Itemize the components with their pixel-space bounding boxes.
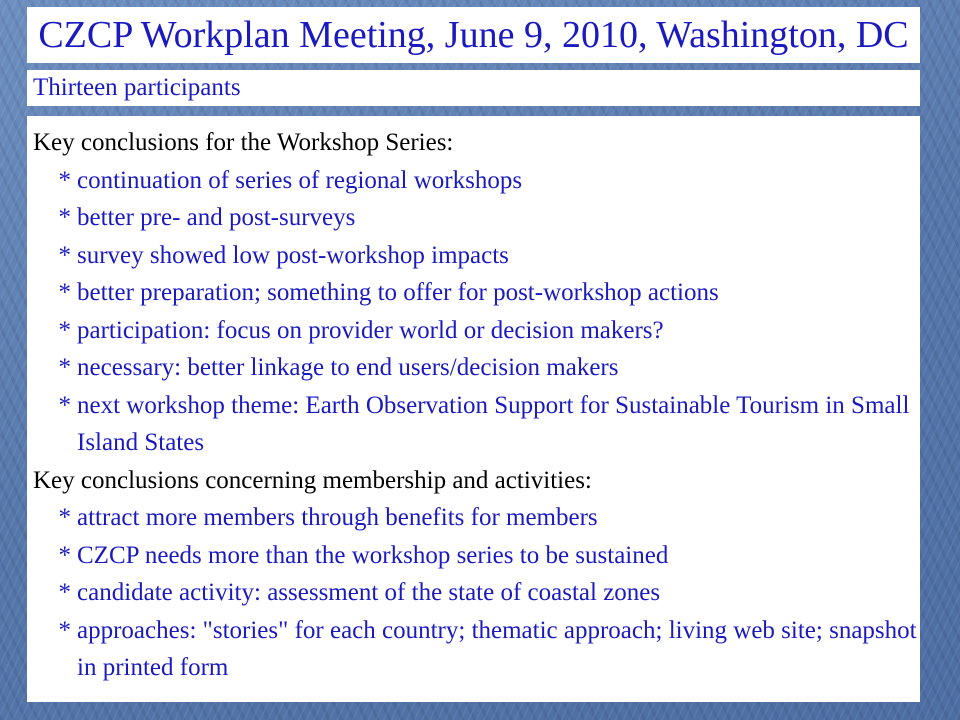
bullet-marker: *: [58, 504, 71, 531]
content-box: [27, 116, 920, 702]
bullet-item: [33, 387, 920, 462]
bullet-item: [33, 162, 920, 200]
bullet-item: [33, 349, 920, 387]
bullet-item: [33, 237, 920, 275]
title-box: [27, 7, 920, 63]
bullet-marker: *: [58, 166, 71, 194]
bullet-item: [33, 312, 920, 350]
bullet-marker: *: [58, 279, 71, 306]
section-heading: Key conclusions concerning membership and activities:: [33, 466, 592, 494]
bullet-marker: *: [58, 579, 71, 606]
bullet-marker: *: [58, 541, 71, 569]
bullet-marker: *: [58, 241, 71, 269]
bullet-text: candidate activity: assessment of the state of coastal zones: [77, 579, 661, 606]
bullet-item: [33, 274, 920, 312]
bullet-item: [33, 199, 920, 237]
bullet-item: [33, 574, 920, 612]
bullet-text: better pre- and post-surveys: [77, 204, 356, 231]
bullet-item: [33, 612, 920, 687]
bullet-marker: *: [58, 391, 71, 419]
bullet-item: [33, 537, 920, 575]
bullet-text: better preparation; something to offer for post-workshop actions: [77, 279, 719, 306]
bullet-text: CZCP needs more than the workshop series to be sustained: [77, 541, 669, 569]
section-heading: Key conclusions for the Workshop Series:: [33, 129, 454, 156]
bullet-text: continuation of series of regional workshops: [77, 166, 523, 194]
section-workshop-series: [33, 124, 920, 462]
bullet-marker: *: [58, 616, 71, 644]
bullet-text: participation: focus on provider world or decision makers?: [77, 316, 664, 344]
bullet-text: necessary: better linkage to end users/decision makers: [77, 354, 619, 381]
bullet-marker: *: [58, 354, 71, 381]
bullet-text: attract more members through benefits for members: [77, 504, 598, 531]
bullet-text: approaches: "stories" for each country; thematic approach; living web site; snapshot in printed form: [77, 616, 917, 681]
slide-title: CZCP Workplan Meeting, June 9, 2010, Washington, DC: [38, 14, 909, 56]
bullet-text: next workshop theme: Earth Observation Support for Sustainable Tourism in Small Island States: [77, 391, 910, 456]
participants-text: Thirteen participants: [33, 74, 241, 101]
bullet-text: survey showed low post-workshop impacts: [77, 241, 509, 269]
participants-box: [27, 70, 920, 106]
bullet-item: [33, 499, 920, 537]
bullet-marker: *: [58, 316, 71, 344]
bullet-marker: *: [58, 204, 71, 231]
section-membership-activities: [33, 462, 920, 687]
